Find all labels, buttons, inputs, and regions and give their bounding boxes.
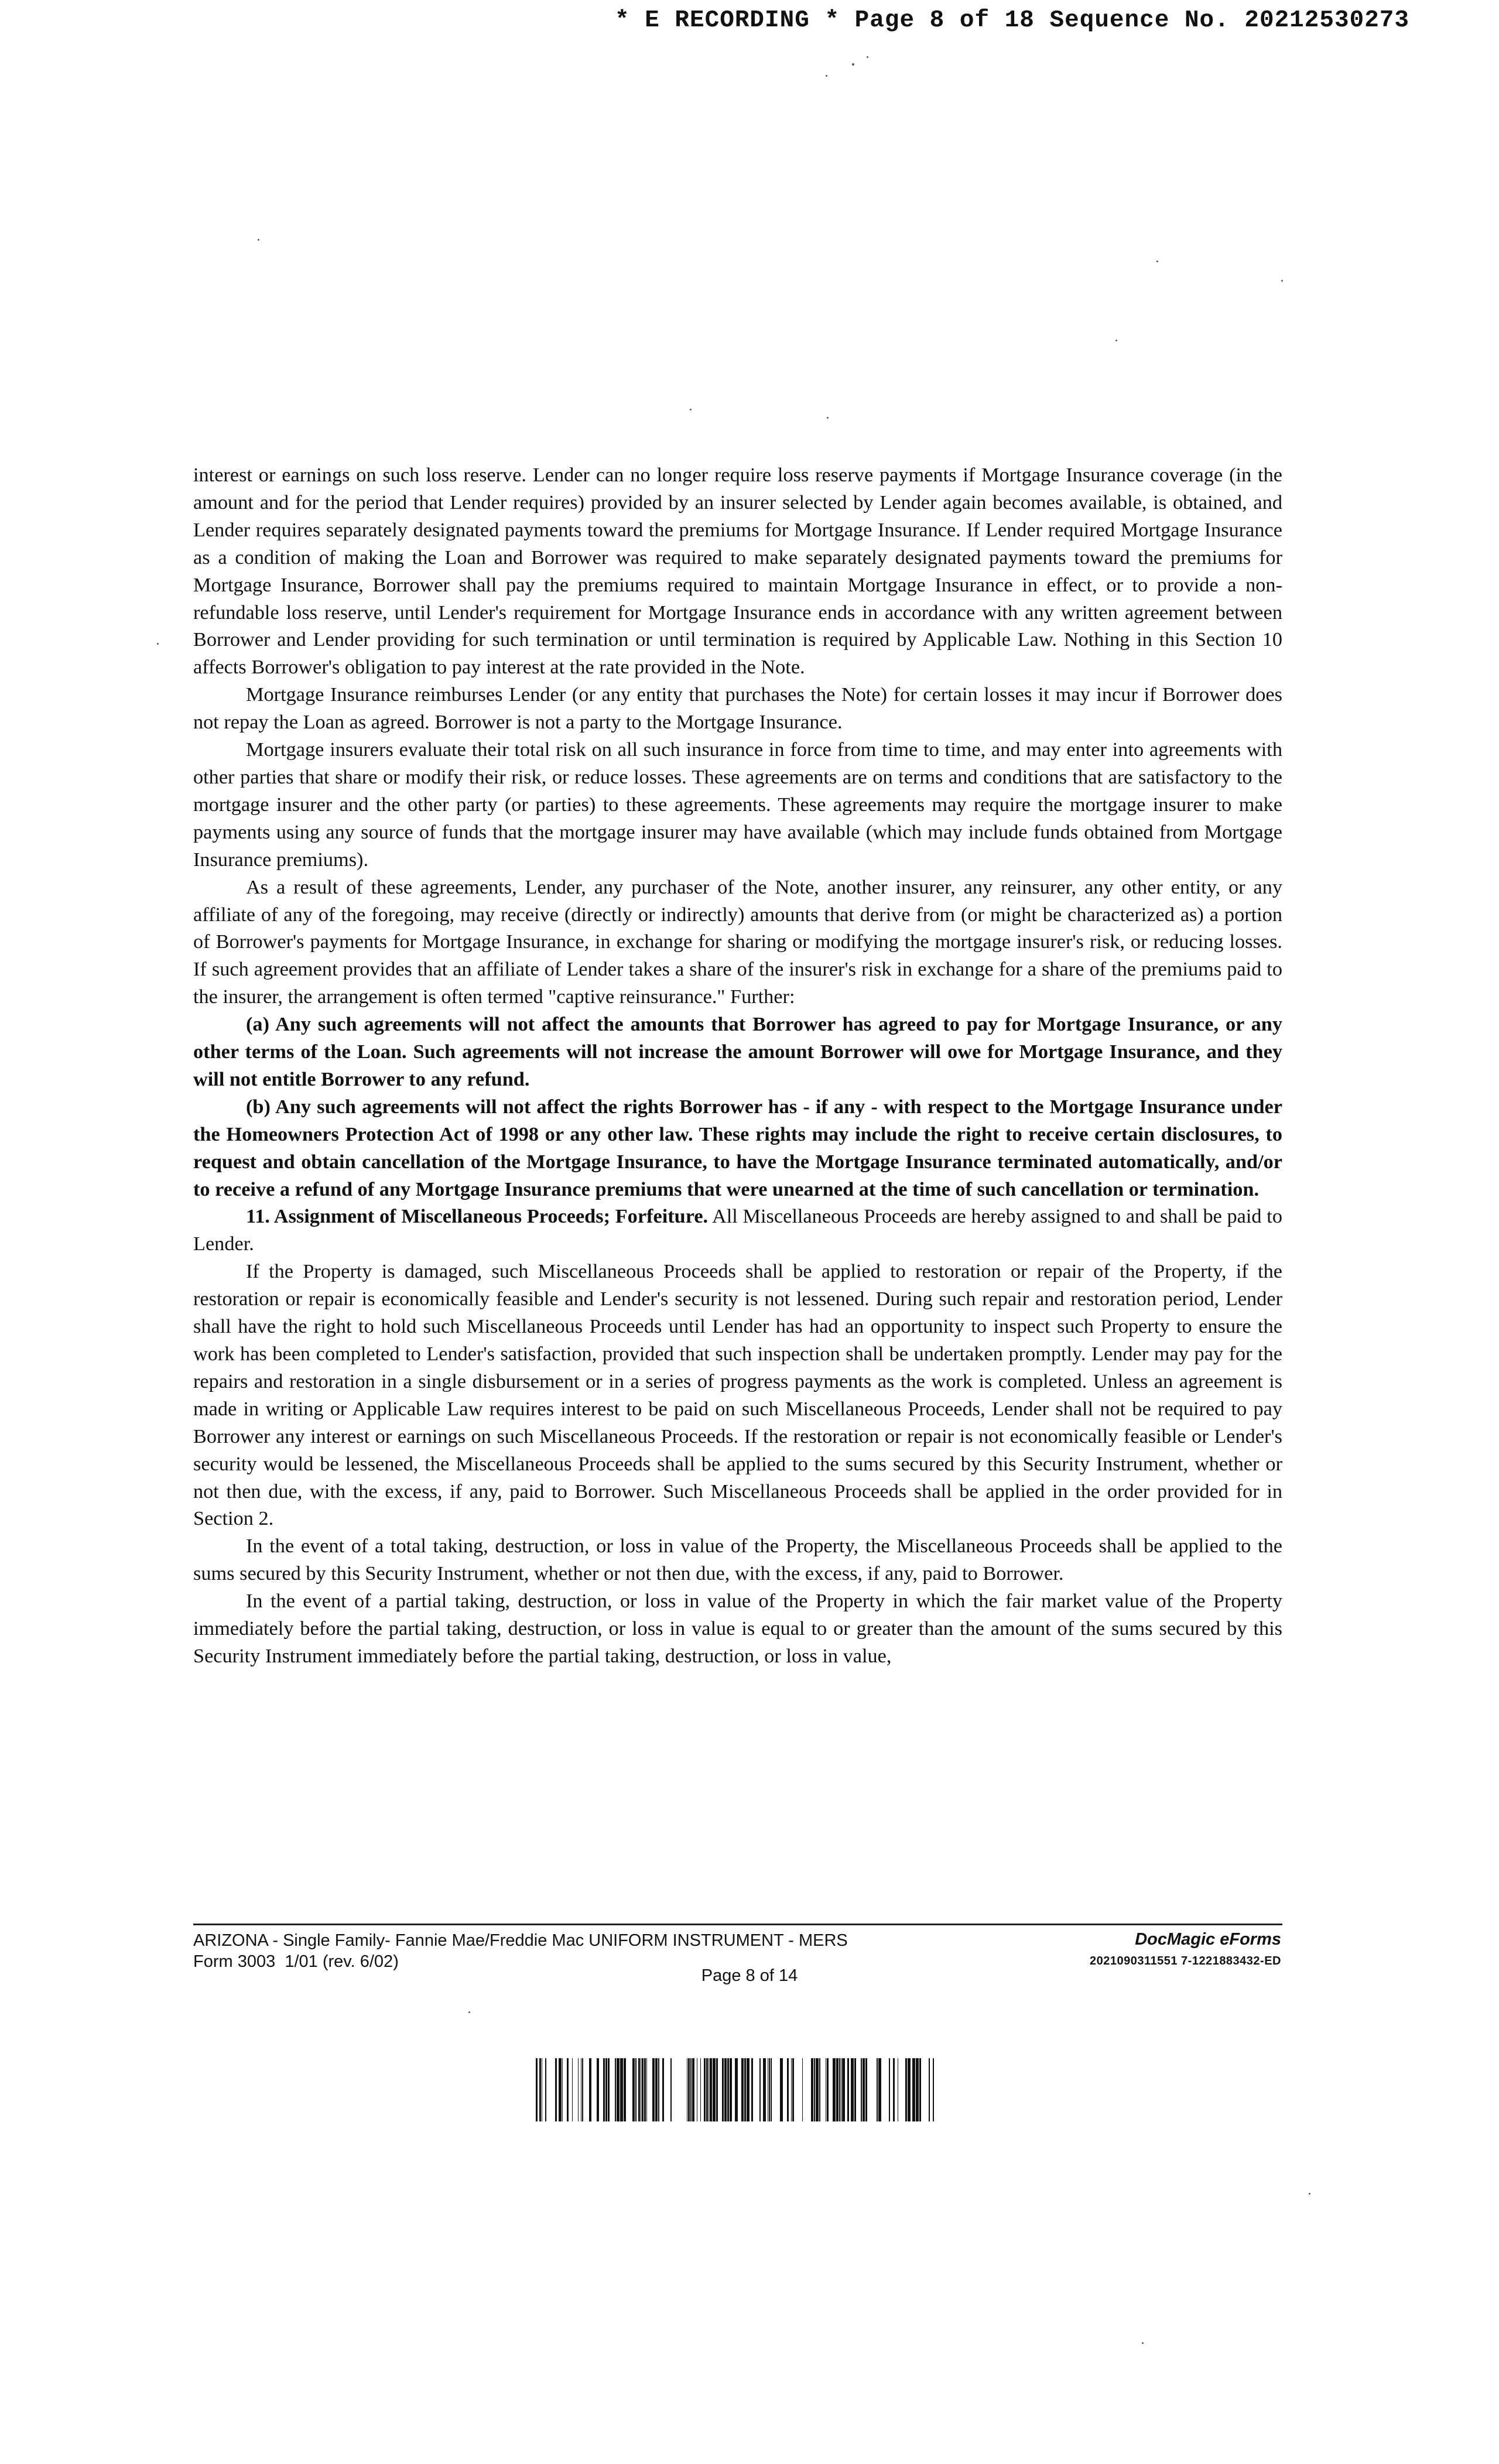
- barcode-bar: [769, 2058, 770, 2121]
- scan-speck: [827, 417, 829, 419]
- barcode-bar: [863, 2058, 865, 2121]
- barcode-bar: [710, 2058, 712, 2121]
- barcode-bar: [877, 2058, 878, 2121]
- scan-speck: [690, 409, 692, 410]
- barcode-bar: [692, 2058, 694, 2121]
- barcode-bar: [704, 2058, 706, 2121]
- scan-speck: [852, 63, 854, 66]
- barcode-bar: [724, 2058, 727, 2121]
- barcode-bar: [787, 2058, 789, 2121]
- barcode-bar: [635, 2058, 636, 2121]
- barcode-bar: [624, 2058, 626, 2121]
- barcode-bar: [933, 2058, 934, 2121]
- barcode-bar: [662, 2058, 664, 2121]
- paragraph-section-11: [193, 1203, 1282, 1258]
- barcode-bar: [562, 2058, 563, 2121]
- footer-doc-code: 2021090311551 7-1221883432-ED: [1089, 1955, 1281, 1967]
- barcode-bar: [735, 2058, 738, 2121]
- barcode-bar: [759, 2058, 761, 2121]
- section-11-heading: 11. Assignment of Miscellaneous Proceeds; Forfeiture.: [246, 1205, 709, 1228]
- barcode-bar: [905, 2058, 907, 2121]
- scan-speck: [867, 56, 868, 58]
- barcode-bar: [572, 2058, 573, 2121]
- barcode-bar: [589, 2058, 591, 2121]
- barcode-bar: [646, 2058, 647, 2121]
- recording-stamp: * E RECORDING * Page 8 of 18 Sequence No. 20212530273: [615, 7, 1410, 34]
- barcode-bar: [567, 2058, 569, 2121]
- barcode-bar: [617, 2058, 620, 2121]
- barcode-bar: [919, 2058, 921, 2121]
- barcode-bar: [814, 2058, 815, 2121]
- barcode-bar: [865, 2058, 867, 2121]
- scan-speck: [1309, 2193, 1310, 2195]
- barcode-bar: [597, 2058, 599, 2121]
- barcode-image: [536, 2058, 934, 2121]
- paragraph-captive-reinsurance: As a result of these agreements, Lender, any purchaser of the Note, another insurer, any reinsurer, any other entity, or any affiliate of any of the foregoing, may receive (directly or indirectly) amounts that derive from (or might be characterized as) a portion of Borrower's payments for Mortgage Insurance, in exchange for sharing or modifying the mortgage insurer's risk, or reducing losses. If such agreement provides that an affiliate of Lender takes a share of the insurer's risk in exchange for a share of the premiums paid to the insurer, the arrangement is often termed "captive reinsurance." Further:: [193, 875, 1282, 1008]
- barcode-bar: [539, 2058, 541, 2121]
- paragraph-mi-reimburses: Mortgage Insurance reimburses Lender (or any entity that purchases the Note) for certain losses it may incur if Borrower does not repay the Loan as agreed. Borrower is not a party to the Mortgage Insurance.: [193, 683, 1282, 734]
- barcode-bar: [706, 2058, 708, 2121]
- barcode-bar: [929, 2058, 930, 2121]
- document-body: [193, 461, 1282, 1670]
- paragraph-clause-b: (b) Any such agreements will not affect the rights Borrower has - if any - with respect to the Mortgage Insurance under the Homeowners Protection Act of 1998 or any other law. These rights may include the right to receive certain disclosures, to request and obtain cancellation of the Mortgage Insurance, to have the Mortgage Insurance terminated automatically, and/or to receive a refund of any Mortgage Insurance premiums that were unearned at the time of such cancellation or termination.: [193, 1095, 1282, 1200]
- barcode-bar: [658, 2058, 659, 2121]
- scan-speck: [258, 239, 259, 241]
- barcode-bar: [851, 2058, 854, 2121]
- paragraph-total-taking: In the event of a total taking, destruction, or loss in value of the Property, the Miscellaneous Proceeds shall be applied to the sums secured by this Security Instrument, whether or not then due, with the excess, if any, paid to Borrower.: [193, 1535, 1282, 1585]
- barcode-bar: [836, 2058, 839, 2121]
- barcode-bar: [727, 2058, 729, 2121]
- barcode-bar: [620, 2058, 623, 2121]
- barcode-bar: [908, 2058, 911, 2121]
- barcode-bar: [722, 2058, 724, 2121]
- barcode-bar: [741, 2058, 744, 2121]
- barcode-bar: [690, 2058, 692, 2121]
- scan-speck: [1115, 340, 1117, 341]
- barcode-bar: [642, 2058, 644, 2121]
- barcode-bar: [893, 2058, 895, 2121]
- barcode-bar: [916, 2058, 919, 2121]
- barcode-bar: [847, 2058, 849, 2121]
- barcode-bar: [791, 2058, 792, 2121]
- barcode-bar: [644, 2058, 646, 2121]
- barcode-bar: [670, 2058, 672, 2121]
- barcode-bar: [833, 2058, 836, 2121]
- barcode-bar: [912, 2058, 915, 2121]
- barcode-bar: [839, 2058, 840, 2121]
- paragraph-clause-a: (a) Any such agreements will not affect the amounts that Borrower has agreed to pay for Mortgage Insurance, or any other terms of the Loan. Such agreements will not increase the amount Borrower will owe for Mortgage Insurance, and they will not entitle Borrower to any refund.: [193, 1013, 1282, 1090]
- barcode-bar: [652, 2058, 655, 2121]
- scan-speck: [1281, 280, 1283, 282]
- barcode-bar: [747, 2058, 750, 2121]
- barcode-bar: [889, 2058, 890, 2121]
- barcode-bar: [555, 2058, 557, 2121]
- section-11-text: All Miscellaneous Proceeds are hereby assigned to and shall be paid to Lender.: [193, 1205, 1282, 1255]
- barcode-bar: [780, 2058, 783, 2121]
- barcode-bar: [861, 2058, 862, 2121]
- barcode-bar: [688, 2058, 690, 2121]
- paragraph-loss-reserve: interest or earnings on such loss reserve. Lender can no longer require loss reserve payments if Mortgage Insurance coverage (in the amount and for the period that Lender requires) provided by an insurer selected by Lender again becomes available, is obtained, and Lender requires separately designated payments toward the premiums for Mortgage Insurance. If Lender required Mortgage Insurance as a condition of making the Loan and Borrower was required to make separately designated payments toward the premiums for Mortgage Insurance, Borrower shall pay the premiums required to maintain Mortgage Insurance in effect, or to provide a non-refundable loss reserve, until Lender's requirement for Mortgage Insurance ends in accordance with any written agreement between Borrower and Lender providing for such termination or until termination is required by Applicable Law. Nothing in this Section 10 affects Borrower's obligation to pay interest at the rate provided in the Note.: [193, 464, 1282, 679]
- barcode-bar: [842, 2058, 845, 2121]
- barcode-bar: [763, 2058, 766, 2121]
- scan-speck: [157, 643, 159, 645]
- barcode-bar: [700, 2058, 701, 2121]
- barcode-bar: [655, 2058, 658, 2121]
- barcode-bar: [559, 2058, 562, 2121]
- barcode-bar: [536, 2058, 538, 2121]
- barcode-bar: [811, 2058, 813, 2121]
- scan-speck: [826, 75, 827, 77]
- paragraph-property-damaged: If the Property is damaged, such Miscellaneous Proceeds shall be applied to restoration or repair of the Property, if the restoration or repair is economically feasible and Lender's security is not lessened. During such repair and restoration period, Lender shall have the right to hold such Miscellaneous Proceeds until Lender has had an opportunity to inspect such Property to ensure the work has been completed to Lender's satisfaction, provided that such inspection shall be undertaken promptly. Lender may pay for the repairs and restoration in a single disbursement or in a series of progress payments as the work is completed. Unless an agreement is made in writing or Applicable Law requires interest to be paid on such Miscellaneous Proceeds, Lender shall not be required to pay Borrower any interest or earnings on such Miscellaneous Proceeds. If the restoration or repair is not economically feasible or Lender's security would be lessened, the Miscellaneous Proceeds shall be applied to the sums secured by this Security Instrument, whether or not then due, with the excess, if any, paid to Borrower. Such Miscellaneous Proceeds shall be applied in the order provided for in Section 2.: [193, 1260, 1282, 1530]
- barcode-bar: [802, 2058, 803, 2121]
- barcode-bar: [603, 2058, 605, 2121]
- footer-divider: [193, 1924, 1282, 1925]
- barcode-bar: [878, 2058, 881, 2121]
- barcode-bar: [615, 2058, 616, 2121]
- barcode-bar: [545, 2058, 546, 2121]
- barcode-bar: [751, 2058, 753, 2121]
- footer-page-number: Page 8 of 14: [701, 1966, 798, 1985]
- barcode-bar: [819, 2058, 820, 2121]
- barcode-bar: [608, 2058, 610, 2121]
- barcode-bar: [744, 2058, 746, 2121]
- barcode-bar: [792, 2058, 794, 2121]
- footer-brand-logo: DocMagic eForms: [1135, 1930, 1281, 1949]
- barcode-bar: [816, 2058, 819, 2121]
- barcode-bar: [582, 2058, 583, 2121]
- barcode-bar: [605, 2058, 607, 2121]
- barcode-bar: [638, 2058, 640, 2121]
- barcode-bar: [854, 2058, 856, 2121]
- barcode-bar: [578, 2058, 579, 2121]
- footer-form-title: ARIZONA - Single Family- Fannie Mae/Freddie Mac UNIFORM INSTRUMENT - MERS: [193, 1931, 848, 1950]
- scan-speck: [1142, 2342, 1144, 2344]
- barcode-bar: [716, 2058, 718, 2121]
- paragraph-mi-risk: Mortgage insurers evaluate their total risk on all such insurance in force from time to time, and may enter into agreements with other parties that share or modify their risk, or reduce losses. These agreements are on terms and conditions that are satisfactory to the mortgage insurer and the other party (or parties) to these agreements. These agreements may require the mortgage insurer to make payments using any source of funds that the mortgage insurer may have available (which may include funds obtained from Mortgage Insurance premiums).: [193, 738, 1282, 871]
- barcode-bar: [713, 2058, 716, 2121]
- barcode-bar: [632, 2058, 635, 2121]
- barcode-bar: [771, 2058, 772, 2121]
- scan-speck: [1156, 261, 1158, 262]
- scan-speck: [468, 2011, 470, 2013]
- footer-form-number: Form 3003 1/01 (rev. 6/02): [193, 1952, 399, 1971]
- paragraph-partial-taking: In the event of a partial taking, destruction, or loss in value of the Property in which the fair market value of the Property immediately before the partial taking, destruction, or loss in value is equal to or greater than the amount of the sums secured by this Security Instrument immediately before the partial taking, destruction, or loss in value,: [193, 1590, 1282, 1667]
- barcode-bar: [730, 2058, 732, 2121]
- barcode-bar: [827, 2058, 829, 2121]
